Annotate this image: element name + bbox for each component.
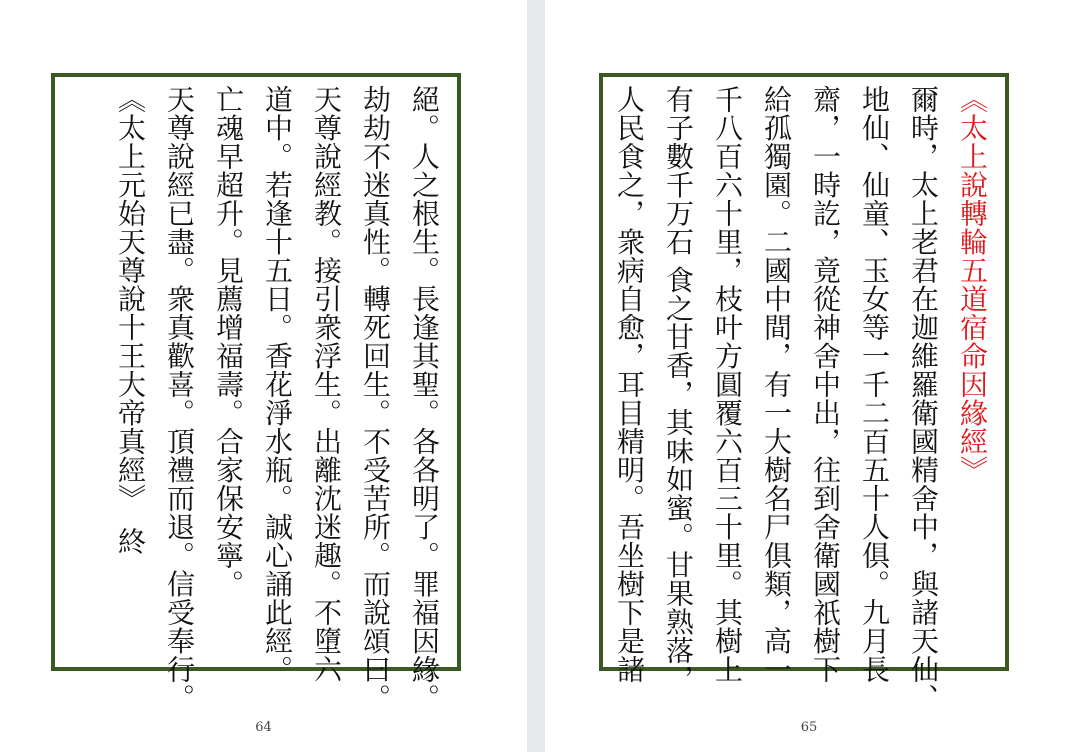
page-border-frame [599,73,1009,712]
text-column: 絕。人之根生。長逢其聖。各各明了。罪福因緣。 [408,85,441,712]
text-column: 人民食之，衆病自愈，耳目精明。吾坐樹下是諸 [613,85,646,684]
page-65 [545,0,1073,752]
text-column: 亡魂早超升。見薦增福壽。合家保安寧。 [212,85,245,598]
page-64 [0,0,527,752]
text-column: 爾時，太上老君在迦維羅衛國精舍中，與諸天仙、 [907,85,940,712]
text-column: 給孤獨園。二國中間，有一大樹名尸俱類，高一 [760,85,793,684]
text-column: 有子數千万石 食之甘香，其味如蜜。甘果熟落， [662,85,695,693]
text-column: 天尊說經教。接引衆浮生。出離沈迷趣。不墮六 [310,85,343,684]
page-number: 65 [800,720,818,735]
text-column: 天尊說經已盡。衆真歡喜。頂禮而退。信受奉行。 [163,85,196,712]
text-column: 道中。若逢十五日。香花淨水瓶。誠心誦此經。 [261,85,294,684]
scripture-title: 《太上說轉輪五道宿命因緣經》 [956,85,989,484]
text-column: 地仙、仙童、玉女等一千二百五十人俱。九月長 [858,85,891,684]
scripture-text-block [61,85,449,712]
text-column: 千八百六十里，枝叶方圓覆六百三十里。其樹上 [711,85,744,684]
page-number: 64 [255,720,272,735]
closing-title-column: 《太上元始天尊說十王大帝真經》 終 [114,85,147,556]
page-border-frame [51,73,461,712]
text-column: 劫劫不迷真性。轉死回生。不受苦所。而說頌曰。 [359,85,392,712]
scripture-text-block [609,85,997,712]
text-column: 齋，一時訖，竟從神舍中出，往到舍衛國祇樹下 [809,85,842,684]
